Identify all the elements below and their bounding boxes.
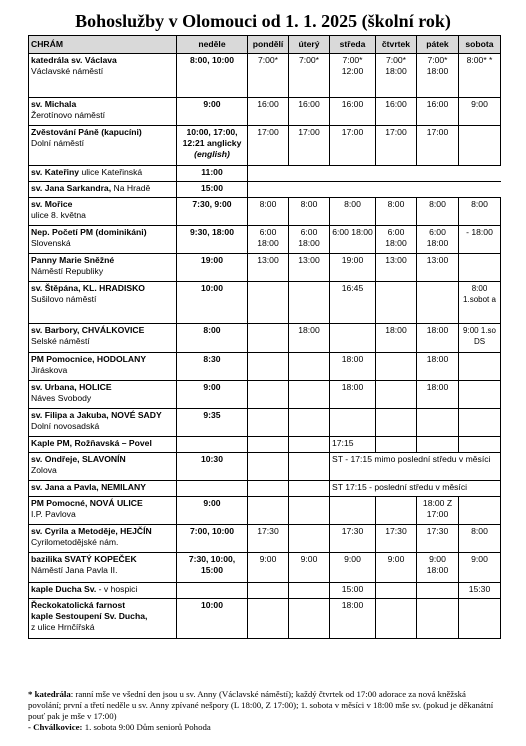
monday-times [248,453,289,481]
table-row [29,481,501,497]
column-header-wednesday: středa [330,36,376,54]
table-row [29,54,501,98]
thursday-times: 17:30 [376,525,417,553]
thursday-times: 17:00 [376,126,417,166]
church-name: bazilika SVATÝ KOPEČEK [31,554,137,564]
friday-times: 7:00* 18:00 [417,54,459,98]
monday-times [248,497,289,525]
wednesday-times: 18:00 [330,381,376,409]
table-row [29,553,501,583]
sunday-times: 9:00 [177,98,248,126]
tuesday-times: 6:00 18:00 [289,226,330,254]
church-name: sv. Štěpána, KL. HRADISKO [31,283,145,293]
church-name: katedrála sv. Václava [31,55,117,65]
wednesday-times: 17:30 [330,525,376,553]
wednesday-times: 9:00 [330,553,376,583]
friday-times: 18:00 [417,381,459,409]
sunday-times: 10:00 [177,599,248,639]
saturday-times: 8:00* * [459,54,501,98]
church-cell [29,583,177,599]
sunday-times: 7:00, 10:00 [177,525,248,553]
friday-times [417,437,459,453]
church-cell [29,54,177,98]
church-address: Václavské náměstí [31,66,104,77]
thursday-times [376,599,417,639]
sunday-times [177,437,248,453]
weekday-note: ST 17:15 - poslední středu v měsíci [330,481,501,497]
table-row [29,583,501,599]
wednesday-times: 7:00* 12:00 [330,54,376,98]
church-name: sv. Cyrila a Metoděje, HEJČÍN [31,526,152,536]
tuesday-times [289,583,330,599]
church-address: Slovenská [31,238,71,249]
church-cell [29,381,177,409]
table-row [29,437,501,453]
friday-times: 8:00 [417,198,459,226]
church-address: Žerotínovo náměstí [31,110,106,121]
sunday-times: 8:00 [177,324,248,353]
empty-cell [248,182,501,198]
footnote-label: - Chválkovice: [28,722,83,732]
sunday-times [177,481,248,497]
church-address: Na Hradě [111,183,151,193]
sunday-times [177,126,248,166]
saturday-times: 8:00 [459,198,501,226]
tuesday-times: 9:00 [289,553,330,583]
tuesday-times: 18:00 [289,324,330,353]
church-cell [29,453,177,481]
table-row [29,599,501,639]
monday-times [248,437,289,453]
thursday-times [376,583,417,599]
empty-cell [248,166,501,182]
church-name: Řeckokatolická farnost [31,600,126,610]
table-row [29,226,501,254]
saturday-times [459,497,501,525]
church-name: Nep. Početí PM (dominikáni) [31,227,147,237]
friday-times [417,409,459,437]
friday-times [417,583,459,599]
tuesday-times [289,437,330,453]
thursday-times: 18:00 [376,324,417,353]
column-header-church: CHRÁM [29,36,177,54]
tuesday-times [289,282,330,324]
tuesday-times [289,481,330,497]
church-name: sv. Jana Sarkandra, [31,183,112,193]
sunday-times: 10:00 [177,282,248,324]
church-name: Panny Marie Sněžné [31,255,115,265]
table-row [29,254,501,282]
church-name: sv. Jana a Pavla, NEMILANY [31,482,146,492]
saturday-times: 9:00 [459,98,501,126]
thursday-times: 8:00 [376,198,417,226]
sunday-times: 8:30 [177,353,248,381]
tuesday-times: 7:00* [289,54,330,98]
church-address: ulice 8. května [31,210,86,221]
friday-times: 18:00 [417,324,459,353]
tuesday-times: 17:00 [289,126,330,166]
saturday-times [459,126,501,166]
church-name-line2: kaple Sestoupení Sv. Ducha, [31,611,148,622]
table-row [29,98,501,126]
sunday-times: 9:30, 18:00 [177,226,248,254]
friday-times: 18:00 [417,353,459,381]
monday-times [248,599,289,639]
thursday-times [376,497,417,525]
church-cell [29,481,177,497]
thursday-times: 6:00 18:00 [376,226,417,254]
church-cell [29,166,177,182]
tuesday-times [289,525,330,553]
church-address: Náměstí Jana Pavla II. [31,565,118,576]
thursday-times [376,437,417,453]
sunday-times: 15:00 [177,182,248,198]
saturday-times: 8:00 [459,525,501,553]
column-header-thursday: čtvrtek [376,36,417,54]
church-name: Kaple PM, Rožňavská – Povel [31,438,152,448]
church-cell [29,324,177,353]
church-address: Zolova [31,465,57,476]
church-cell [29,525,177,553]
saturday-times: 9:00 1.so DS [459,324,501,353]
table-row [29,126,501,166]
church-cell [29,437,177,453]
church-address: z ulice Hrnčířská [31,622,95,633]
table-row [29,324,501,353]
saturday-times [459,437,501,453]
sunday-times: 10:30 [177,453,248,481]
tuesday-times [289,381,330,409]
table-row [29,166,501,182]
church-cell [29,126,177,166]
sunday-times: 11:00 [177,166,248,182]
church-cell [29,198,177,226]
sunday-times: 9:00 [177,497,248,525]
column-header-friday: pátek [417,36,459,54]
table-row [29,381,501,409]
church-name: sv. Ondřeje, SLAVONÍN [31,454,126,464]
footnotes [28,689,500,733]
column-header-monday: pondělí [248,36,289,54]
friday-times: 16:00 [417,98,459,126]
saturday-times [459,409,501,437]
weekday-note: ST - 17:15 mimo poslední středu v měsíci [330,453,501,481]
column-header-sunday: neděle [177,36,248,54]
saturday-times: - 18:00 [459,226,501,254]
wednesday-times: 16:00 [330,98,376,126]
table-row [29,453,501,481]
saturday-times [459,599,501,639]
friday-times: 13:00 [417,254,459,282]
monday-times: 6:00 18:00 [248,226,289,254]
tuesday-times [289,353,330,381]
sunday-times [177,583,248,599]
church-address: Cyrilometodějské nám. [31,537,119,548]
church-name: sv. Filipa a Jakuba, NOVÉ SADY [31,410,162,420]
tuesday-times: 8:00 [289,198,330,226]
thursday-times [376,353,417,381]
church-address: Jiráskova [31,365,68,376]
church-name: PM Pomocnice, HODOLANY [31,354,147,364]
thursday-times: 7:00* 18:00 [376,54,417,98]
church-name: sv. Kateřiny [31,167,80,177]
church-cell [29,409,177,437]
monday-times [248,481,289,497]
monday-times [248,353,289,381]
monday-times [248,324,289,353]
header-row [29,36,501,54]
wednesday-times: 15:00 [330,583,376,599]
saturday-times [459,254,501,282]
church-cell [29,254,177,282]
wednesday-times: 18:00 [330,599,376,639]
saturday-times [459,353,501,381]
wednesday-times: 17:00 [330,126,376,166]
church-address: Sušilovo náměstí [31,294,97,305]
saturday-times: 15:30 [459,583,501,599]
table-row [29,525,501,553]
church-cell [29,599,177,639]
schedule-table [28,35,501,639]
church-name: sv. Urbana, HOLICE [31,382,112,392]
tuesday-times [289,453,330,481]
friday-times: 9:00 18:00 [417,553,459,583]
tuesday-times [289,599,330,639]
sunday-times-english: (english) [194,149,230,160]
wednesday-times: 8:00 [330,198,376,226]
monday-times [248,381,289,409]
table-row [29,198,501,226]
monday-times [248,409,289,437]
friday-times: 18:00 Z 17:00 [417,497,459,525]
footnote-cathedral [28,689,500,722]
church-name: sv. Michala [31,99,77,109]
tuesday-times: 16:00 [289,98,330,126]
thursday-times [376,282,417,324]
column-header-tuesday: úterý [289,36,330,54]
church-address: ulice Kateřinská [79,167,143,177]
saturday-times [459,381,501,409]
saturday-times: 8:00 1.sobot a [459,282,501,324]
thursday-times: 13:00 [376,254,417,282]
sunday-times-line: 12:21 anglicky [182,138,242,149]
column-header-saturday: sobota [459,36,501,54]
church-cell [29,497,177,525]
church-cell [29,182,177,198]
tuesday-times [289,409,330,437]
sunday-times-line: 10:00, 17:00, [186,127,238,137]
church-cell [29,98,177,126]
church-name: PM Pomocné, NOVÁ ULICE [31,498,143,508]
page-title: Bohoslužby v Olomouci od 1. 1. 2025 (školní rok) [75,11,451,31]
church-address: Náměstí Republiky [31,266,104,277]
monday-times: 7:00* [248,54,289,98]
footnote-text: 1. sobota 9:00 Dům seniorů Pohoda [82,722,211,732]
wednesday-times [330,409,376,437]
table-row [29,409,501,437]
wednesday-times: 19:00 [330,254,376,282]
church-cell [29,353,177,381]
tuesday-times [289,497,330,525]
church-address: - v hospici [96,584,138,594]
monday-times: 16:00 [248,98,289,126]
church-address: Náves Svobody [31,393,92,404]
church-name: sv. Barbory, CHVÁLKOVICE [31,325,145,335]
sunday-times: 7:30, 10:00, 15:00 [177,553,248,583]
footnote-text: : ranní mše ve všední den jsou u sv. Anny (Václavské náměstí); každý čtvrtek od 17:00 adorace za nová kněžská povolání; první a třetí neděle u sv. Anny zpívané nešpory (L 18:00, Z 17:00); 1. sobota v měsíci v 18:00 mše sv. (pokud je děkanátní pouť pak je mše v 17:00) [28,689,494,721]
friday-times: 17:00 [417,126,459,166]
wednesday-times [330,324,376,353]
wednesday-times: 18:00 [330,353,376,381]
sunday-times: 9:35 [177,409,248,437]
wednesday-times: 16:45 [330,282,376,324]
thursday-times: 16:00 [376,98,417,126]
table-row [29,282,501,324]
sunday-times: 8:00, 10:00 [177,54,248,98]
thursday-times [376,409,417,437]
wednesday-times: 6:00 18:00 [330,226,376,254]
monday-times: 17:00 [248,126,289,166]
monday-times: 8:00 [248,198,289,226]
footnote-chvalkovice [28,722,500,733]
church-name: kaple Ducha Sv. [31,584,97,594]
friday-times: 17:30 [417,525,459,553]
church-name: Zvěstování Páně (kapucíni) [31,127,142,137]
church-cell [29,282,177,324]
sunday-times: 7:30, 9:00 [177,198,248,226]
table-row [29,497,501,525]
church-name: sv. Mořice [31,199,73,209]
footnote-label: * katedrála [28,689,71,699]
sunday-times: 9:00 [177,381,248,409]
monday-times: 13:00 [248,254,289,282]
wednesday-times [330,497,376,525]
church-address: Selské náměstí [31,336,90,347]
friday-times [417,599,459,639]
thursday-times [376,381,417,409]
church-address: Dolní náměstí [31,138,85,149]
table-row [29,182,501,198]
saturday-times: 9:00 [459,553,501,583]
monday-times [248,282,289,324]
table-row [29,353,501,381]
wednesday-times: 17:15 [330,437,376,453]
friday-times [417,282,459,324]
monday-times: 9:00 [248,553,289,583]
monday-times [248,583,289,599]
church-address: Dolní novosadská [31,421,100,432]
friday-times: 6:00 18:00 [417,226,459,254]
tuesday-times: 13:00 [289,254,330,282]
church-cell [29,226,177,254]
sunday-times: 19:00 [177,254,248,282]
church-cell [29,553,177,583]
monday-times: 17:30 [248,525,289,553]
church-address: I.P. Pavlova [31,509,76,520]
thursday-times: 9:00 [376,553,417,583]
